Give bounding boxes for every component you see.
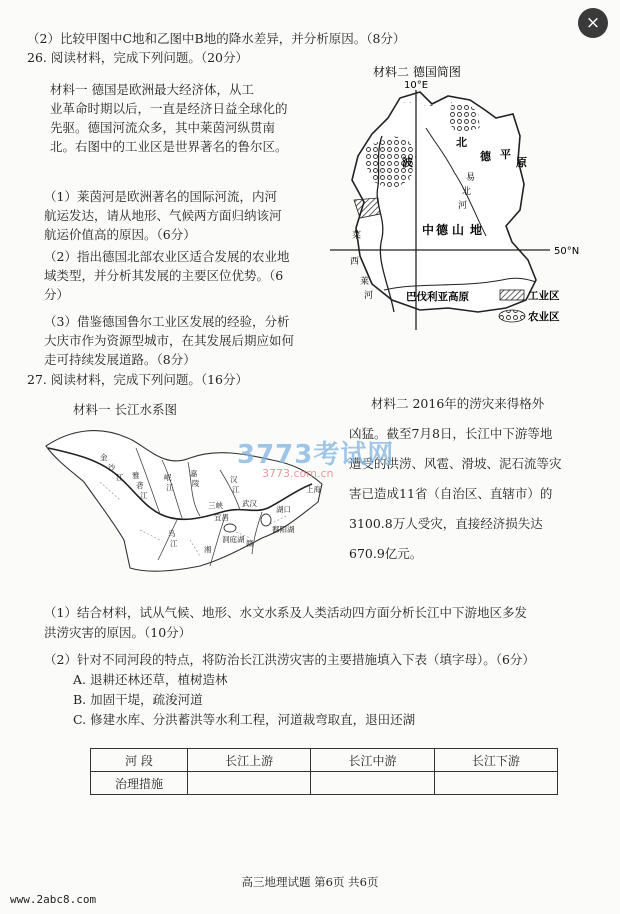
close-icon[interactable]: × (578, 8, 608, 38)
answer-cell-lower[interactable] (434, 772, 557, 795)
option-b: B. 加固干堤，疏浚河道 (73, 692, 203, 707)
svg-text:上海: 上海 (306, 485, 321, 494)
q27-material1-title: 材料一 长江水系图 (73, 402, 177, 417)
q26-1-line3: 航运价值高的原因。（6分） (44, 227, 196, 242)
q27-material2-line5: 3100.8万人受灾，直接经济损失达 (349, 516, 543, 531)
svg-text:三峡: 三峡 (208, 501, 223, 510)
svg-text:山: 山 (452, 223, 465, 237)
q26-1-line2: 航运发达，请从地形、气候两方面归纳该河 (44, 208, 282, 223)
svg-text:江: 江 (140, 491, 148, 500)
svg-text:江: 江 (170, 539, 178, 548)
svg-text:易: 易 (466, 173, 476, 183)
answer-cell-middle[interactable] (311, 772, 434, 795)
answer-cell-upper[interactable] (188, 772, 311, 795)
table-header-upper: 长江上游 (188, 749, 311, 772)
bavarian-plateau-label: 巴伐利亚高原 (406, 291, 469, 303)
q26-2-line1: （2）指出德国北部农业区适合发展的农业地 (44, 249, 290, 264)
svg-text:江: 江 (116, 473, 124, 482)
svg-text:宜昌: 宜昌 (214, 513, 229, 522)
svg-text:鄱阳湖: 鄱阳湖 (272, 525, 295, 534)
svg-text:武汉: 武汉 (242, 499, 257, 508)
q26-3-line1: （3）借鉴德国鲁尔工业区发展的经验，分析 (44, 314, 290, 329)
svg-text:北: 北 (462, 187, 472, 197)
svg-text:汉: 汉 (230, 475, 238, 484)
svg-text:北: 北 (456, 136, 467, 149)
germany-map-title: 材料二 德国简图 (373, 65, 461, 79)
q26-3-line2: 大庆市作为资源型城市，在其发展后期应如何 (44, 333, 295, 348)
svg-text:莱: 莱 (360, 277, 370, 287)
option-c: C. 修建水库、分洪蓄洪等水利工程，河道裁弯取直，退田还湖 (73, 712, 416, 727)
industry-legend-label: 工业区 (528, 290, 560, 302)
q26-material1-line4: 北。右图中的工业区是世界著名的鲁尔区。 (50, 139, 288, 154)
svg-text:中: 中 (422, 223, 435, 237)
svg-text:波: 波 (402, 156, 413, 169)
svg-text:菜: 菜 (352, 231, 362, 241)
agri-legend-label: 农业区 (528, 311, 560, 323)
svg-text:陵: 陵 (192, 479, 200, 488)
svg-text:沙: 沙 (108, 463, 116, 472)
q26-2-line3: 分） (44, 287, 70, 302)
table-row (91, 749, 558, 772)
svg-text:西: 西 (350, 257, 360, 267)
q26-3-line3: 走可持续发展道路。（8分） (44, 352, 196, 367)
watermark-brand: 3773考试网 (237, 440, 395, 470)
q27-2: （2）针对不同河段的特点，将防治长江洪涝灾害的主要措施填入下表（填字母）。（6分） (44, 652, 535, 667)
q27-material2-line6: 670.9亿元。 (349, 546, 423, 561)
svg-text:金: 金 (100, 453, 108, 462)
q26-material1-line3: 先驱。德国河流众多，其中莱茵河纵贯南 (50, 120, 276, 135)
svg-text:岷: 岷 (164, 473, 172, 482)
option-a: A. 退耕还林还草，植树造林 (73, 672, 228, 687)
page-footer: 高三地理试题 第6页 共6页 (241, 875, 379, 889)
svg-text:地: 地 (470, 223, 483, 237)
svg-text:平: 平 (500, 148, 511, 161)
latitude-label: 50°N (554, 246, 580, 257)
q27-1-line2: 洪涝灾害的原因。（10分） (44, 625, 192, 640)
table-row-label: 治理措施 (91, 772, 188, 795)
q25-part2: （2）比较甲图中C地和乙图中B地的降水差异，并分析原因。（8分） (27, 31, 406, 46)
svg-text:乌: 乌 (168, 529, 176, 538)
svg-text:德: 德 (436, 223, 449, 237)
q27-material2-line3: 遭受的洪涝、风雹、滑坡、泥石流等灾 (349, 456, 562, 471)
svg-text:湘: 湘 (204, 545, 212, 554)
industry-legend-swatch (500, 290, 524, 300)
q26-2-line2: 域类型，并分析其发展的主要区位优势。（6 (44, 268, 284, 283)
q27-material2-line4: 害已造成11省（自治区、直辖市）的 (349, 486, 553, 501)
watermark-domain: 3773.com.cn (262, 467, 334, 480)
svg-text:嘉: 嘉 (190, 469, 198, 478)
svg-text:洞庭湖: 洞庭湖 (222, 535, 245, 544)
longitude-label: 10°E (404, 80, 429, 91)
ruhr-hatch (354, 198, 380, 218)
svg-text:赣: 赣 (246, 539, 254, 548)
svg-text:德: 德 (480, 150, 491, 163)
q27-material2-line2: 凶猛。截至7月8日，长江中下游等地 (349, 426, 553, 441)
q26-heading: 26. 阅读材料，完成下列问题。（20分） (27, 50, 249, 65)
table-row (91, 772, 558, 795)
germany-map (330, 62, 590, 334)
svg-text:江: 江 (232, 485, 240, 494)
svg-text:雅: 雅 (132, 471, 140, 480)
site-url: www.2abc8.com (10, 893, 97, 906)
svg-text:砻: 砻 (136, 481, 144, 490)
control-measures-table (90, 748, 558, 795)
svg-text:原: 原 (516, 156, 527, 169)
table-header-section: 河 段 (91, 749, 188, 772)
table-header-middle: 长江中游 (311, 749, 434, 772)
q26-material1-line1: 材料一 德国是欧洲最大经济体，从工 (50, 82, 254, 97)
q26-material1-line2: 业革命时期以后，一直是经济日益全球化的 (50, 101, 288, 116)
table-header-lower: 长江下游 (434, 749, 557, 772)
q27-heading: 27. 阅读材料，完成下列问题。（16分） (27, 372, 249, 387)
q27-material2-line1: 材料二 2016年的涝灾来得格外 (371, 396, 545, 411)
q26-1-line1: （1）莱茵河是欧洲著名的国际河流，内河 (44, 189, 277, 204)
svg-text:江: 江 (166, 483, 174, 492)
svg-text:河: 河 (364, 291, 374, 301)
agri-legend-swatch (499, 310, 525, 322)
q27-1-line1: （1）结合材料，试从气候、地形、水文水系及人类活动四方面分析长江中下游地区多发 (44, 605, 527, 620)
svg-text:河: 河 (458, 201, 468, 211)
svg-text:湖口: 湖口 (276, 505, 291, 514)
